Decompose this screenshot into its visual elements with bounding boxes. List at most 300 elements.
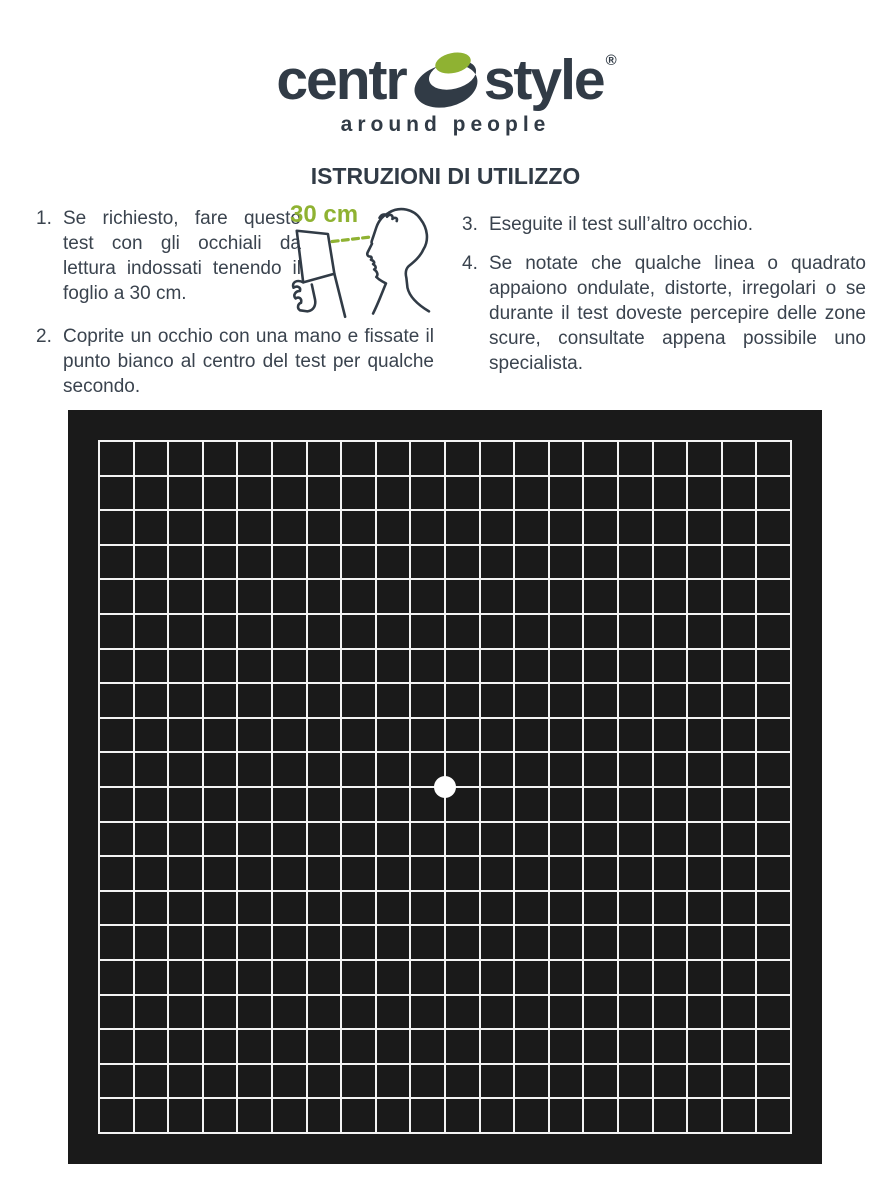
grid-cell	[654, 857, 687, 890]
grid-cell	[619, 1099, 652, 1132]
grid-cell	[308, 719, 341, 752]
grid-cell	[723, 719, 756, 752]
grid-cell	[204, 684, 237, 717]
grid-cell	[100, 1030, 133, 1063]
instruction-number: 1.	[36, 208, 52, 229]
grid-cell	[100, 788, 133, 821]
grid-cell	[481, 477, 514, 510]
grid-cell	[238, 650, 271, 683]
grid-cell	[550, 823, 583, 856]
grid-cell	[308, 1065, 341, 1098]
instructions-right-column	[462, 212, 866, 390]
grid-cell	[688, 546, 721, 579]
grid-cell	[204, 857, 237, 890]
grid-cell	[377, 719, 410, 752]
grid-cell	[100, 961, 133, 994]
grid-cell	[446, 823, 479, 856]
grid-cell	[100, 477, 133, 510]
grid-cell	[342, 511, 375, 544]
grid-cell	[757, 857, 790, 890]
grid-cell	[757, 650, 790, 683]
grid-cell	[723, 650, 756, 683]
grid-cell	[723, 477, 756, 510]
grid-cell	[584, 546, 617, 579]
grid-cell	[238, 996, 271, 1029]
grid-cell	[100, 580, 133, 613]
grid-cell	[481, 1030, 514, 1063]
grid-cell	[446, 511, 479, 544]
grid-cell	[308, 650, 341, 683]
grid-cell	[619, 788, 652, 821]
grid-cell	[757, 961, 790, 994]
grid-cell	[515, 442, 548, 475]
grid-cell	[757, 511, 790, 544]
grid-cell	[723, 580, 756, 613]
grid-cell	[411, 1065, 444, 1098]
grid-cell	[515, 961, 548, 994]
grid-cell	[342, 546, 375, 579]
grid-cell	[654, 823, 687, 856]
grid-cell	[619, 580, 652, 613]
grid-cell	[446, 1065, 479, 1098]
grid-cell	[342, 477, 375, 510]
grid-cell	[377, 650, 410, 683]
grid-cell	[342, 1065, 375, 1098]
grid-cell	[308, 477, 341, 510]
grid-cell	[446, 892, 479, 925]
grid-cell	[204, 892, 237, 925]
grid-cell	[169, 1030, 202, 1063]
grid-cell	[204, 788, 237, 821]
grid-cell	[654, 511, 687, 544]
grid-cell	[481, 926, 514, 959]
grid-cell	[100, 684, 133, 717]
grid-cell	[273, 580, 306, 613]
grid-cell	[308, 857, 341, 890]
grid-cell	[654, 580, 687, 613]
grid-cell	[308, 1099, 341, 1132]
grid-cell	[169, 511, 202, 544]
grid-cell	[550, 477, 583, 510]
instruction-item-3	[462, 212, 866, 237]
grid-cell	[169, 753, 202, 786]
grid-cell	[688, 892, 721, 925]
grid-cell	[135, 857, 168, 890]
grid-cell	[238, 615, 271, 648]
grid-cell	[584, 823, 617, 856]
grid-cell	[342, 580, 375, 613]
grid-cell	[723, 546, 756, 579]
sight-line	[332, 237, 369, 241]
grid-cell	[654, 546, 687, 579]
grid-cell	[619, 546, 652, 579]
grid-cell	[757, 1065, 790, 1098]
grid-cell	[204, 546, 237, 579]
instruction-text: Coprite un occhio con una mano e fissate il punto bianco al centro del test per qualche secondo.	[63, 326, 434, 397]
grid-cell	[308, 823, 341, 856]
grid-cell	[757, 996, 790, 1029]
grid-cell	[515, 823, 548, 856]
grid-cell	[411, 546, 444, 579]
grid-cell	[135, 823, 168, 856]
grid-cell	[411, 684, 444, 717]
grid-cell	[238, 719, 271, 752]
reading-distance-illustration	[286, 202, 458, 324]
grid-cell	[169, 580, 202, 613]
grid-cell	[169, 546, 202, 579]
grid-cell	[273, 615, 306, 648]
grid-cell	[584, 684, 617, 717]
grid-cell	[515, 1099, 548, 1132]
grid-cell	[446, 684, 479, 717]
grid-cell	[723, 926, 756, 959]
grid-cell	[481, 961, 514, 994]
grid-cell	[273, 719, 306, 752]
grid-cell	[619, 961, 652, 994]
grid-cell	[515, 788, 548, 821]
grid-cell	[342, 615, 375, 648]
head-profile-icon	[286, 202, 458, 324]
grid-cell	[342, 442, 375, 475]
grid-cell	[757, 926, 790, 959]
grid-cell	[308, 580, 341, 613]
grid-cell	[273, 857, 306, 890]
grid-cell	[550, 996, 583, 1029]
grid-cell	[688, 996, 721, 1029]
grid-cell	[757, 615, 790, 648]
grid-cell	[100, 615, 133, 648]
grid-cell	[204, 996, 237, 1029]
grid-cell	[688, 615, 721, 648]
grid-cell	[619, 926, 652, 959]
grid-cell	[654, 1099, 687, 1132]
grid-cell	[481, 788, 514, 821]
grid-cell	[238, 442, 271, 475]
grid-cell	[757, 580, 790, 613]
grid-cell	[135, 996, 168, 1029]
grid-cell	[169, 650, 202, 683]
instruction-number: 4.	[462, 253, 478, 274]
grid-cell	[515, 719, 548, 752]
grid-cell	[377, 892, 410, 925]
grid-cell	[411, 615, 444, 648]
instruction-text: Eseguite il test sull’altro occhio.	[489, 214, 754, 235]
grid-cell	[238, 892, 271, 925]
grid-cell	[273, 996, 306, 1029]
grid-cell	[584, 857, 617, 890]
grid-cell	[481, 823, 514, 856]
grid-cell	[273, 1030, 306, 1063]
grid-cell	[584, 511, 617, 544]
grid-cell	[135, 442, 168, 475]
grid-cell	[550, 1065, 583, 1098]
grid-cell	[654, 477, 687, 510]
grid-cell	[654, 961, 687, 994]
grid-cell	[688, 442, 721, 475]
grid-cell	[723, 892, 756, 925]
grid-cell	[446, 961, 479, 994]
grid-cell	[342, 1099, 375, 1132]
grid-cell	[169, 1065, 202, 1098]
grid-cell	[446, 546, 479, 579]
grid-cell	[308, 961, 341, 994]
grid-cell	[654, 753, 687, 786]
grid-cell	[654, 719, 687, 752]
grid-cell	[688, 857, 721, 890]
grid-cell	[273, 892, 306, 925]
grid-cell	[688, 823, 721, 856]
grid-cell	[238, 926, 271, 959]
grid-cell	[515, 546, 548, 579]
grid-cell	[619, 996, 652, 1029]
grid-cell	[584, 961, 617, 994]
grid-cell	[584, 753, 617, 786]
grid-cell	[619, 892, 652, 925]
grid-cell	[377, 857, 410, 890]
grid-cell	[584, 580, 617, 613]
grid-cell	[481, 615, 514, 648]
grid-cell	[515, 1030, 548, 1063]
grid-cell	[135, 615, 168, 648]
grid-cell	[584, 442, 617, 475]
grid-cell	[204, 477, 237, 510]
instruction-text: Se notate che qualche linea o quadrato appaiono ondulate, distorte, irregolari o se durante il test doveste percepire delle zone scure, consultate appena possibile uno specialista.	[489, 253, 866, 374]
grid-cell	[377, 546, 410, 579]
grid-cell	[446, 996, 479, 1029]
grid-cell	[619, 719, 652, 752]
grid-cell	[377, 926, 410, 959]
grid-cell	[204, 580, 237, 613]
grid-cell	[723, 823, 756, 856]
grid-cell	[100, 719, 133, 752]
grid-cell	[377, 684, 410, 717]
grid-cell	[550, 1099, 583, 1132]
grid-cell	[481, 1099, 514, 1132]
grid-cell	[342, 892, 375, 925]
grid-cell	[411, 926, 444, 959]
grid-cell	[411, 996, 444, 1029]
grid-cell	[619, 1065, 652, 1098]
grid-cell	[273, 442, 306, 475]
grid-cell	[411, 511, 444, 544]
grid-cell	[619, 615, 652, 648]
grid-cell	[273, 1099, 306, 1132]
grid-cell	[342, 684, 375, 717]
grid-cell	[342, 719, 375, 752]
grid-cell	[411, 442, 444, 475]
grid-cell	[273, 511, 306, 544]
grid-cell	[550, 684, 583, 717]
grid-cell	[688, 788, 721, 821]
grid-cell	[377, 580, 410, 613]
grid-cell	[757, 684, 790, 717]
grid-cell	[204, 442, 237, 475]
instruction-item-4	[462, 251, 866, 376]
logo	[0, 48, 891, 113]
grid-cell	[342, 996, 375, 1029]
grid-cell	[584, 615, 617, 648]
grid-cell	[238, 1099, 271, 1132]
grid-cell	[169, 788, 202, 821]
grid-cell	[100, 442, 133, 475]
grid-cell	[411, 580, 444, 613]
grid-cell	[342, 753, 375, 786]
grid-cell	[204, 1030, 237, 1063]
grid-cell	[342, 650, 375, 683]
grid-cell	[515, 684, 548, 717]
instructions-left-column	[36, 201, 434, 413]
logo-swoosh-icon	[408, 50, 482, 115]
grid-cell	[169, 892, 202, 925]
grid-cell	[446, 857, 479, 890]
grid-cell	[446, 650, 479, 683]
grid-cell	[238, 477, 271, 510]
grid-cell	[688, 1099, 721, 1132]
grid-cell	[169, 823, 202, 856]
grid-cell	[688, 753, 721, 786]
grid-cell	[135, 926, 168, 959]
grid-cell	[100, 857, 133, 890]
grid-cell	[723, 996, 756, 1029]
grid-cell	[238, 1030, 271, 1063]
grid-cell	[515, 1065, 548, 1098]
grid-cell	[100, 650, 133, 683]
grid-cell	[584, 996, 617, 1029]
grid-cell	[446, 719, 479, 752]
grid-cell	[204, 926, 237, 959]
grid-cell	[273, 753, 306, 786]
grid-cell	[377, 753, 410, 786]
grid-cell	[411, 823, 444, 856]
grid-cell	[308, 546, 341, 579]
grid-cell	[238, 961, 271, 994]
grid-cell	[135, 1030, 168, 1063]
grid-cell	[273, 926, 306, 959]
amsler-grid	[68, 410, 822, 1164]
grid-cell	[377, 615, 410, 648]
grid-cell	[723, 684, 756, 717]
grid-cell	[135, 1065, 168, 1098]
grid-cell	[135, 580, 168, 613]
grid-cell	[550, 546, 583, 579]
grid-cell	[481, 580, 514, 613]
grid-cell	[654, 892, 687, 925]
grid-cell	[550, 926, 583, 959]
grid-cell	[584, 719, 617, 752]
grid-cell	[446, 477, 479, 510]
grid-cell	[273, 477, 306, 510]
grid-cell	[238, 823, 271, 856]
grid-cell	[135, 546, 168, 579]
grid-cell	[273, 546, 306, 579]
grid-cell	[377, 1065, 410, 1098]
grid-cell	[619, 753, 652, 786]
registered-mark: ®	[605, 52, 617, 69]
grid-cell	[757, 753, 790, 786]
grid-cell	[619, 857, 652, 890]
grid-cell	[481, 546, 514, 579]
grid-cell	[446, 615, 479, 648]
fixation-dot	[434, 776, 456, 798]
page-title: ISTRUZIONI DI UTILIZZO	[310, 163, 581, 189]
grid-cell	[481, 996, 514, 1029]
grid-cell	[481, 857, 514, 890]
grid-cell	[238, 857, 271, 890]
grid-cell	[619, 823, 652, 856]
grid-cell	[135, 892, 168, 925]
grid-cell	[308, 684, 341, 717]
grid-cell	[654, 788, 687, 821]
grid-cell	[135, 753, 168, 786]
grid-cell	[515, 753, 548, 786]
grid-cell	[723, 753, 756, 786]
distance-label: 30 cm	[290, 201, 359, 228]
grid-cell	[377, 1099, 410, 1132]
grid-cell	[238, 1065, 271, 1098]
grid-cell	[308, 442, 341, 475]
grid-cell	[238, 753, 271, 786]
grid-cell	[757, 1030, 790, 1063]
grid-cell	[100, 823, 133, 856]
grid-cell	[377, 961, 410, 994]
grid-cell	[377, 788, 410, 821]
grid-cell	[204, 1065, 237, 1098]
grid-cell	[308, 753, 341, 786]
grid-cell	[411, 719, 444, 752]
grid-cell	[204, 753, 237, 786]
grid-cell	[550, 650, 583, 683]
grid-cell	[238, 546, 271, 579]
grid-cell	[550, 753, 583, 786]
grid-cell	[100, 753, 133, 786]
grid-cell	[308, 926, 341, 959]
grid-cell	[481, 684, 514, 717]
grid-cell	[100, 892, 133, 925]
grid-cell	[550, 788, 583, 821]
logo-text-left: centr	[276, 48, 406, 112]
grid-cell	[100, 996, 133, 1029]
grid-cell	[377, 823, 410, 856]
grid-cell	[723, 1030, 756, 1063]
grid-cell	[169, 1099, 202, 1132]
grid-cell	[757, 1099, 790, 1132]
grid-cell	[377, 1030, 410, 1063]
grid-cell	[515, 926, 548, 959]
grid-cell	[342, 926, 375, 959]
grid-cell	[273, 961, 306, 994]
grid-cell	[550, 961, 583, 994]
logo-text-right: style	[483, 48, 604, 112]
grid-cell	[135, 684, 168, 717]
grid-cell	[204, 615, 237, 648]
grid-cell	[723, 961, 756, 994]
grid-cell	[584, 1099, 617, 1132]
logo-tagline: around people	[340, 113, 551, 136]
grid-cell	[308, 788, 341, 821]
grid-cell	[481, 1065, 514, 1098]
grid-cell	[481, 753, 514, 786]
grid-cell	[481, 719, 514, 752]
grid-cell	[100, 926, 133, 959]
grid-cell	[515, 892, 548, 925]
grid-cell	[100, 1065, 133, 1098]
grid-cell	[619, 1030, 652, 1063]
grid-cell	[273, 1065, 306, 1098]
grid-cell	[100, 546, 133, 579]
grid-cell	[342, 857, 375, 890]
grid-cell	[411, 892, 444, 925]
grid-cell	[619, 650, 652, 683]
